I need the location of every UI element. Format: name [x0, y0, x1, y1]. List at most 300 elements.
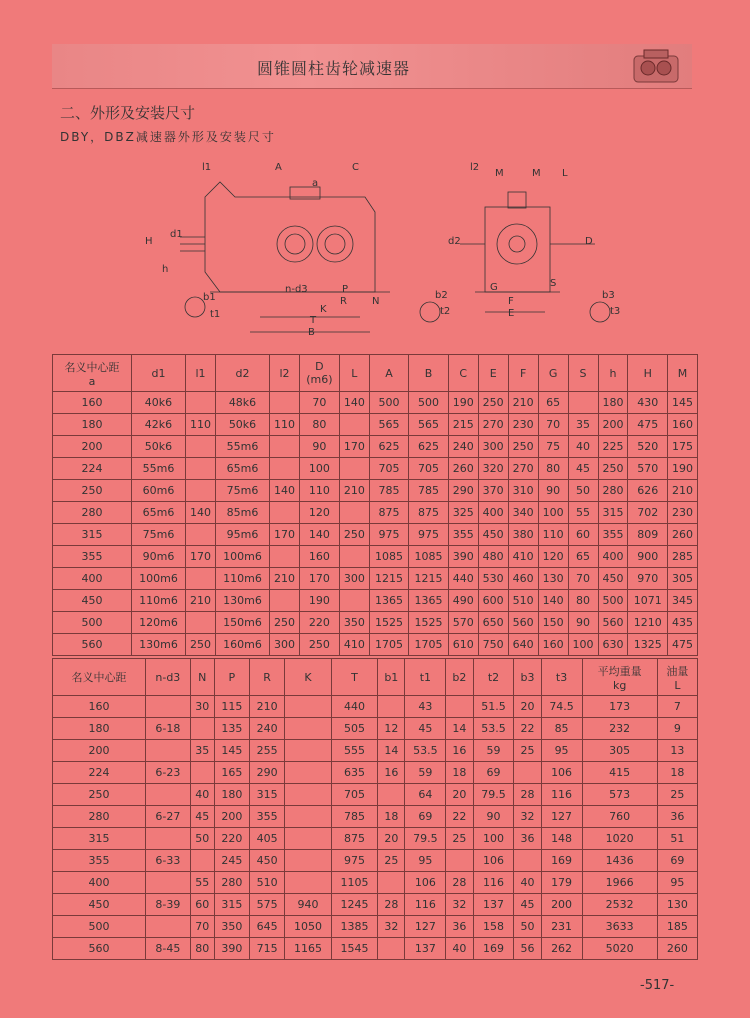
- table-cell: 116: [541, 784, 582, 806]
- table-cell: 270: [508, 458, 538, 480]
- table-cell: 500: [53, 612, 132, 634]
- table-cell: 69: [405, 806, 446, 828]
- table-cell: 705: [369, 458, 408, 480]
- table-header-cell: b3: [514, 659, 541, 696]
- table-cell: [339, 502, 369, 524]
- table-cell: 160: [538, 634, 568, 656]
- table-cell: [145, 916, 190, 938]
- table-cell: 48k6: [215, 392, 269, 414]
- table-cell: 59: [405, 762, 446, 784]
- table-cell: 85: [541, 718, 582, 740]
- table-cell: [285, 872, 331, 894]
- table-cell: 1525: [409, 612, 448, 634]
- table-cell: 200: [53, 436, 132, 458]
- table-cell: 90: [538, 480, 568, 502]
- table-cell: 450: [478, 524, 508, 546]
- table-header-cell: d1: [131, 355, 185, 392]
- table-cell: 110: [270, 414, 300, 436]
- table-cell: 645: [250, 916, 285, 938]
- svg-text:N: N: [372, 296, 380, 307]
- table-cell: 40: [446, 938, 473, 960]
- table-row: [53, 718, 698, 740]
- table-row: [53, 872, 698, 894]
- table-cell: 173: [582, 696, 657, 718]
- table-cell: [446, 850, 473, 872]
- table-cell: 480: [478, 546, 508, 568]
- table-cell: 56: [514, 938, 541, 960]
- svg-text:b3: b3: [602, 290, 615, 301]
- table-cell: 145: [667, 392, 697, 414]
- table-cell: 1105: [331, 872, 377, 894]
- table-cell: 280: [53, 806, 146, 828]
- svg-text:M: M: [495, 168, 504, 179]
- table-cell: 160: [53, 392, 132, 414]
- table-cell: 148: [541, 828, 582, 850]
- table-cell: 25: [514, 740, 541, 762]
- table-cell: 1525: [369, 612, 408, 634]
- table-cell: 1165: [285, 938, 331, 960]
- table-cell: 255: [250, 740, 285, 762]
- table-cell: 32: [378, 916, 405, 938]
- table-cell: 75m6: [215, 480, 269, 502]
- table-cell: 40: [514, 872, 541, 894]
- table-cell: [186, 458, 216, 480]
- table-cell: 170: [186, 546, 216, 568]
- table-cell: 100: [568, 634, 598, 656]
- table-cell: 315: [214, 894, 249, 916]
- table-cell: 36: [446, 916, 473, 938]
- table-cell: 200: [541, 894, 582, 916]
- table-cell: 90m6: [131, 546, 185, 568]
- table-cell: [186, 436, 216, 458]
- table-cell: 8-45: [145, 938, 190, 960]
- section-subtitle: DBY，DBZ减速器外形及安装尺寸: [60, 130, 276, 144]
- table-header-cell: n-d3: [145, 659, 190, 696]
- svg-text:R: R: [340, 296, 347, 307]
- table-cell: 250: [299, 634, 339, 656]
- table-cell: 50k6: [131, 436, 185, 458]
- table-cell: 100: [473, 828, 514, 850]
- gearbox-image-icon: [626, 46, 686, 86]
- table-cell: 200: [598, 414, 628, 436]
- table-cell: 95: [541, 740, 582, 762]
- table-cell: 140: [186, 502, 216, 524]
- table-cell: [186, 612, 216, 634]
- table-cell: [339, 590, 369, 612]
- table-cell: 170: [299, 568, 339, 590]
- table-cell: 410: [508, 546, 538, 568]
- table-cell: 1020: [582, 828, 657, 850]
- table-cell: 500: [53, 916, 146, 938]
- svg-text:G: G: [490, 282, 498, 293]
- table-cell: 1365: [409, 590, 448, 612]
- table-row: [53, 590, 698, 612]
- table-cell: 390: [214, 938, 249, 960]
- table-cell: 555: [331, 740, 377, 762]
- table-cell: 36: [657, 806, 697, 828]
- table-header-cell: d2: [215, 355, 269, 392]
- table-cell: 310: [508, 480, 538, 502]
- table-cell: [378, 696, 405, 718]
- table-cell: 190: [667, 458, 697, 480]
- table-cell: 340: [508, 502, 538, 524]
- table-cell: [514, 850, 541, 872]
- table-row: [53, 784, 698, 806]
- table-cell: 169: [541, 850, 582, 872]
- table-cell: 110m6: [215, 568, 269, 590]
- table-cell: 22: [514, 718, 541, 740]
- table-cell: [270, 546, 300, 568]
- table-cell: 600: [478, 590, 508, 612]
- svg-text:B: B: [308, 327, 315, 338]
- table-cell: 35: [190, 740, 214, 762]
- table-cell: 64: [405, 784, 446, 806]
- table-cell: 1365: [369, 590, 408, 612]
- svg-text:K: K: [320, 304, 327, 315]
- table-cell: 565: [369, 414, 408, 436]
- table-cell: [339, 414, 369, 436]
- svg-text:n-d3: n-d3: [285, 284, 308, 295]
- table-cell: 106: [541, 762, 582, 784]
- table-cell: 560: [508, 612, 538, 634]
- table-cell: 350: [214, 916, 249, 938]
- table-cell: 500: [409, 392, 448, 414]
- table-cell: [339, 458, 369, 480]
- svg-text:L: L: [562, 168, 568, 179]
- svg-text:d1: d1: [170, 229, 183, 240]
- table-row: [53, 806, 698, 828]
- table-cell: [270, 590, 300, 612]
- table-header-cell: t3: [541, 659, 582, 696]
- table-cell: 40: [568, 436, 598, 458]
- table-cell: 490: [448, 590, 478, 612]
- table-cell: 280: [53, 502, 132, 524]
- table-cell: 160m6: [215, 634, 269, 656]
- table-cell: [285, 850, 331, 872]
- table-cell: 65: [538, 392, 568, 414]
- table-cell: 160: [667, 414, 697, 436]
- table-cell: 40k6: [131, 392, 185, 414]
- table-row: [53, 568, 698, 590]
- table-cell: 14: [446, 718, 473, 740]
- table-header-cell: 名义中心距: [53, 659, 146, 696]
- table-row: [53, 916, 698, 938]
- table-cell: 560: [53, 938, 146, 960]
- table-cell: 630: [598, 634, 628, 656]
- table-cell: 80: [190, 938, 214, 960]
- table-cell: 210: [667, 480, 697, 502]
- table-cell: [186, 568, 216, 590]
- table-cell: 940: [285, 894, 331, 916]
- svg-text:a: a: [312, 178, 319, 189]
- table-row: [53, 938, 698, 960]
- table-header-cell: h: [598, 355, 628, 392]
- table-cell: 570: [448, 612, 478, 634]
- table-cell: 626: [628, 480, 667, 502]
- table-header-cell: N: [190, 659, 214, 696]
- table-cell: 42k6: [131, 414, 185, 436]
- table-row: [53, 524, 698, 546]
- table-cell: 785: [409, 480, 448, 502]
- table-cell: 210: [339, 480, 369, 502]
- table-row: [53, 762, 698, 784]
- table-cell: 85m6: [215, 502, 269, 524]
- table-cell: 200: [53, 740, 146, 762]
- table-cell: 140: [270, 480, 300, 502]
- page-title: 圆锥圆柱齿轮减速器: [257, 59, 411, 78]
- table-cell: 230: [508, 414, 538, 436]
- svg-text:A: A: [275, 162, 282, 173]
- table-cell: [270, 458, 300, 480]
- table-cell: 1071: [628, 590, 667, 612]
- table-cell: 575: [250, 894, 285, 916]
- table-cell: 35: [568, 414, 598, 436]
- table-cell: 450: [598, 568, 628, 590]
- table-cell: 28: [378, 894, 405, 916]
- table-cell: 80: [299, 414, 339, 436]
- table-cell: 450: [53, 894, 146, 916]
- table-header-cell: l2: [270, 355, 300, 392]
- table-cell: [285, 762, 331, 784]
- table-cell: 224: [53, 762, 146, 784]
- table-cell: 145: [214, 740, 249, 762]
- table-cell: 127: [541, 806, 582, 828]
- svg-text:F: F: [508, 296, 514, 307]
- svg-text:t1: t1: [210, 309, 221, 320]
- table-cell: 60m6: [131, 480, 185, 502]
- table-cell: 32: [514, 806, 541, 828]
- table-cell: 51: [657, 828, 697, 850]
- table-cell: 560: [598, 612, 628, 634]
- table-cell: 750: [478, 634, 508, 656]
- table-cell: 250: [508, 436, 538, 458]
- table-cell: 260: [667, 524, 697, 546]
- table-cell: 22: [446, 806, 473, 828]
- table-cell: 530: [478, 568, 508, 590]
- table-cell: 400: [478, 502, 508, 524]
- table-cell: [339, 546, 369, 568]
- table-cell: 350: [339, 612, 369, 634]
- table-row: [53, 480, 698, 502]
- table-row: [53, 850, 698, 872]
- table-header-cell: 平均重量 kg: [582, 659, 657, 696]
- table-cell: 705: [331, 784, 377, 806]
- table-cell: 573: [582, 784, 657, 806]
- svg-text:S: S: [550, 278, 557, 289]
- table-cell: 215: [448, 414, 478, 436]
- table-cell: 305: [667, 568, 697, 590]
- table-header-cell: b2: [446, 659, 473, 696]
- table-header-cell: G: [538, 355, 568, 392]
- table-cell: 70: [190, 916, 214, 938]
- table-cell: 169: [473, 938, 514, 960]
- table-row: [53, 392, 698, 414]
- table-cell: 150m6: [215, 612, 269, 634]
- table-row: [53, 502, 698, 524]
- table-cell: 16: [446, 740, 473, 762]
- table-cell: 190: [448, 392, 478, 414]
- table-cell: [186, 392, 216, 414]
- table-cell: 69: [473, 762, 514, 784]
- table-cell: 345: [667, 590, 697, 612]
- table-cell: 50: [514, 916, 541, 938]
- table-cell: [285, 740, 331, 762]
- table-cell: 220: [214, 828, 249, 850]
- table-cell: 2532: [582, 894, 657, 916]
- table-row: [53, 894, 698, 916]
- table-cell: 140: [339, 392, 369, 414]
- table-header-cell: t1: [405, 659, 446, 696]
- table-cell: 90: [473, 806, 514, 828]
- table-cell: 355: [448, 524, 478, 546]
- table-cell: 165: [214, 762, 249, 784]
- table-cell: 250: [339, 524, 369, 546]
- table-cell: 231: [541, 916, 582, 938]
- table-cell: 475: [628, 414, 667, 436]
- table-cell: 410: [339, 634, 369, 656]
- table-cell: [145, 784, 190, 806]
- table-cell: 975: [409, 524, 448, 546]
- table-cell: 610: [448, 634, 478, 656]
- table-header-cell: A: [369, 355, 408, 392]
- table-cell: 705: [409, 458, 448, 480]
- table-cell: 180: [53, 414, 132, 436]
- table-cell: [270, 392, 300, 414]
- table-cell: 116: [473, 872, 514, 894]
- table-cell: 262: [541, 938, 582, 960]
- table-cell: 245: [214, 850, 249, 872]
- table-cell: 715: [250, 938, 285, 960]
- table-cell: 116: [405, 894, 446, 916]
- table-cell: 260: [657, 938, 697, 960]
- table-row: [53, 696, 698, 718]
- table-cell: 50: [190, 828, 214, 850]
- table-cell: 110m6: [131, 590, 185, 612]
- table-cell: 53.5: [405, 740, 446, 762]
- table-cell: 14: [378, 740, 405, 762]
- table-cell: 505: [331, 718, 377, 740]
- table-cell: 1245: [331, 894, 377, 916]
- table-cell: 435: [667, 612, 697, 634]
- table-cell: 1210: [628, 612, 667, 634]
- table-cell: 120m6: [131, 612, 185, 634]
- table-cell: 55: [568, 502, 598, 524]
- svg-text:b1: b1: [203, 292, 216, 303]
- table-cell: [568, 392, 598, 414]
- table-cell: 315: [53, 524, 132, 546]
- table-cell: 3633: [582, 916, 657, 938]
- svg-text:D: D: [585, 236, 593, 247]
- table-cell: 250: [270, 612, 300, 634]
- table-cell: 100: [299, 458, 339, 480]
- table-header-cell: B: [409, 355, 448, 392]
- table-cell: 170: [270, 524, 300, 546]
- table-cell: 130m6: [131, 634, 185, 656]
- table-cell: 210: [508, 392, 538, 414]
- table-cell: 400: [53, 568, 132, 590]
- table-cell: [514, 762, 541, 784]
- header-banner: [52, 44, 692, 89]
- table-cell: 290: [448, 480, 478, 502]
- table-cell: 325: [448, 502, 478, 524]
- page-number: -517-: [640, 978, 675, 993]
- table-cell: 250: [53, 480, 132, 502]
- table-cell: 430: [628, 392, 667, 414]
- table-cell: 510: [250, 872, 285, 894]
- table-cell: [285, 718, 331, 740]
- table-cell: 520: [628, 436, 667, 458]
- table-cell: 140: [299, 524, 339, 546]
- table-cell: 65: [568, 546, 598, 568]
- table-cell: 130: [657, 894, 697, 916]
- table-cell: 110: [186, 414, 216, 436]
- table-cell: 36: [514, 828, 541, 850]
- table-cell: 70: [538, 414, 568, 436]
- svg-text:h: h: [162, 264, 169, 275]
- table-cell: 270: [478, 414, 508, 436]
- table-header-cell: D (m6): [299, 355, 339, 392]
- table-cell: 1385: [331, 916, 377, 938]
- table-cell: 75: [538, 436, 568, 458]
- table-cell: 9: [657, 718, 697, 740]
- table-cell: 1215: [409, 568, 448, 590]
- table-cell: 20: [378, 828, 405, 850]
- table-cell: 390: [448, 546, 478, 568]
- table-cell: 65m6: [215, 458, 269, 480]
- table-cell: 625: [369, 436, 408, 458]
- svg-text:t3: t3: [610, 306, 620, 317]
- table-cell: 970: [628, 568, 667, 590]
- table-cell: 190: [299, 590, 339, 612]
- svg-text:l1: l1: [202, 162, 212, 173]
- table-cell: 1545: [331, 938, 377, 960]
- table-cell: 185: [657, 916, 697, 938]
- table-cell: 224: [53, 458, 132, 480]
- table-cell: [378, 784, 405, 806]
- table-cell: 225: [598, 436, 628, 458]
- table-row: [53, 740, 698, 762]
- table-cell: 30: [190, 696, 214, 718]
- table-cell: 809: [628, 524, 667, 546]
- table-cell: 60: [190, 894, 214, 916]
- table-cell: 180: [53, 718, 146, 740]
- dimension-table-2: [52, 658, 698, 960]
- table-cell: 18: [446, 762, 473, 784]
- table-cell: 158: [473, 916, 514, 938]
- table-header-cell: K: [285, 659, 331, 696]
- table-cell: 51.5: [473, 696, 514, 718]
- table-cell: 95m6: [215, 524, 269, 546]
- table-cell: 25: [657, 784, 697, 806]
- table-cell: 1705: [409, 634, 448, 656]
- table-cell: 440: [331, 696, 377, 718]
- table-cell: [285, 806, 331, 828]
- table-header-cell: T: [331, 659, 377, 696]
- section-title: 二、外形及安装尺寸: [60, 104, 196, 122]
- table-cell: 875: [409, 502, 448, 524]
- table-cell: 20: [446, 784, 473, 806]
- table-cell: 6-23: [145, 762, 190, 784]
- table-cell: 45: [190, 806, 214, 828]
- table-row: [53, 634, 698, 656]
- table-cell: 55: [190, 872, 214, 894]
- table-cell: 127: [405, 916, 446, 938]
- table-cell: 70: [568, 568, 598, 590]
- table-cell: 140: [538, 590, 568, 612]
- table-cell: 500: [598, 590, 628, 612]
- table-cell: 250: [53, 784, 146, 806]
- svg-text:H: H: [145, 236, 153, 247]
